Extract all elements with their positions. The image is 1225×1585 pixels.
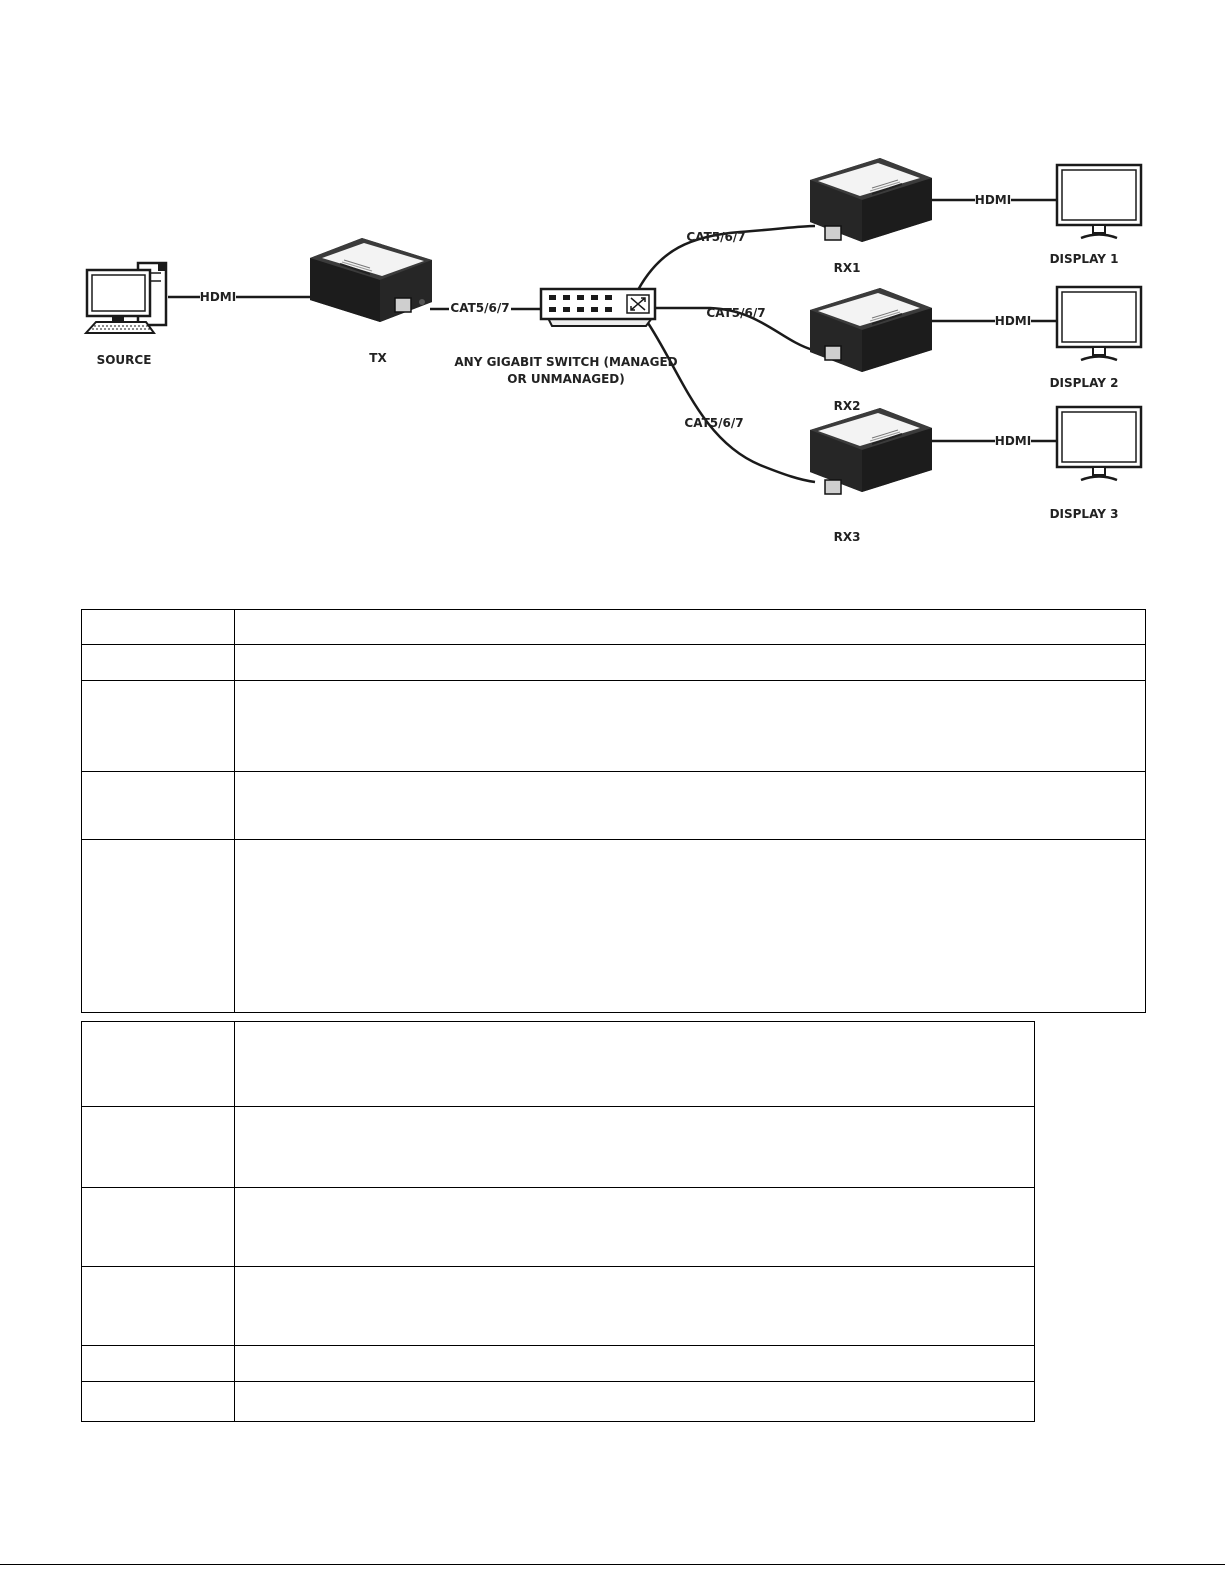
display2-label: DISPLAY 2 — [1049, 376, 1119, 390]
table-row — [82, 1346, 1035, 1382]
table-cell — [82, 681, 235, 772]
table-cell — [82, 772, 235, 840]
wire-switch-rx3 — [646, 320, 815, 482]
spec-table-1 — [81, 609, 1146, 1013]
source-computer-icon — [86, 263, 166, 333]
table-cell — [82, 1382, 235, 1422]
cable-label-switch-rx3: CAT5/6/7 — [684, 416, 744, 430]
table-cell — [235, 681, 1146, 772]
table-cell — [235, 840, 1146, 1013]
table-row — [82, 772, 1146, 840]
table-cell — [235, 1022, 1035, 1107]
table-row — [82, 1267, 1035, 1346]
table-row — [82, 1382, 1035, 1422]
switch-label-line2: OR UNMANAGED) — [507, 372, 625, 386]
gigabit-switch — [541, 289, 655, 326]
table-cell — [82, 840, 235, 1013]
table-cell — [235, 1382, 1035, 1422]
display3-label: DISPLAY 3 — [1049, 507, 1119, 521]
table-cell — [82, 645, 235, 681]
rx2-label: RX2 — [833, 399, 861, 413]
rx3-rj45-port-icon — [825, 480, 841, 494]
table-cell — [235, 1188, 1035, 1267]
rx3-label: RX3 — [833, 530, 861, 544]
table-row — [82, 1022, 1035, 1107]
page-bottom-rule — [0, 1564, 1225, 1565]
cable-label-switch-rx1: CAT5/6/7 — [686, 230, 746, 244]
source-label: SOURCE — [96, 353, 152, 367]
display1-label: DISPLAY 1 — [1049, 252, 1119, 266]
table-row — [82, 840, 1146, 1013]
display1-monitor-icon — [1057, 165, 1141, 238]
table-cell — [82, 1188, 235, 1267]
rx1-rj45-port-icon — [825, 226, 841, 240]
table-row — [82, 681, 1146, 772]
table-cell — [82, 610, 235, 645]
tx-device — [310, 238, 432, 322]
table-cell — [82, 1346, 235, 1382]
rx1-label: RX1 — [833, 261, 861, 275]
table-row — [82, 645, 1146, 681]
tx-led-icon — [419, 299, 425, 305]
table-cell — [82, 1107, 235, 1188]
rx2-rj45-port-icon — [825, 346, 841, 360]
table-cell — [235, 1107, 1035, 1188]
cable-label-source-tx: HDMI — [199, 290, 237, 304]
tx-label: TX — [369, 351, 387, 365]
cable-label-rx1-display1: HDMI — [974, 193, 1012, 207]
table-cell — [82, 1022, 235, 1107]
table-cell — [82, 1267, 235, 1346]
table-cell — [235, 772, 1146, 840]
display3-monitor-icon — [1057, 407, 1141, 480]
table-cell — [235, 1346, 1035, 1382]
spec-table-2 — [81, 1021, 1035, 1422]
table-cell — [235, 645, 1146, 681]
table-row — [82, 1107, 1035, 1188]
cable-label-rx2-display2: HDMI — [994, 314, 1032, 328]
switch-label-line1: ANY GIGABIT SWITCH (MANAGED — [454, 355, 678, 369]
table-cell — [235, 610, 1146, 645]
table-cell — [235, 1267, 1035, 1346]
cable-label-tx-switch: CAT5/6/7 — [450, 301, 510, 315]
table-row — [82, 1188, 1035, 1267]
connection-diagram — [0, 0, 1225, 580]
cable-label-switch-rx2: CAT5/6/7 — [706, 306, 766, 320]
tx-rj45-port-icon — [395, 298, 411, 312]
display2-monitor-icon — [1057, 287, 1141, 360]
table-row — [82, 610, 1146, 645]
cable-label-rx3-display3: HDMI — [994, 434, 1032, 448]
